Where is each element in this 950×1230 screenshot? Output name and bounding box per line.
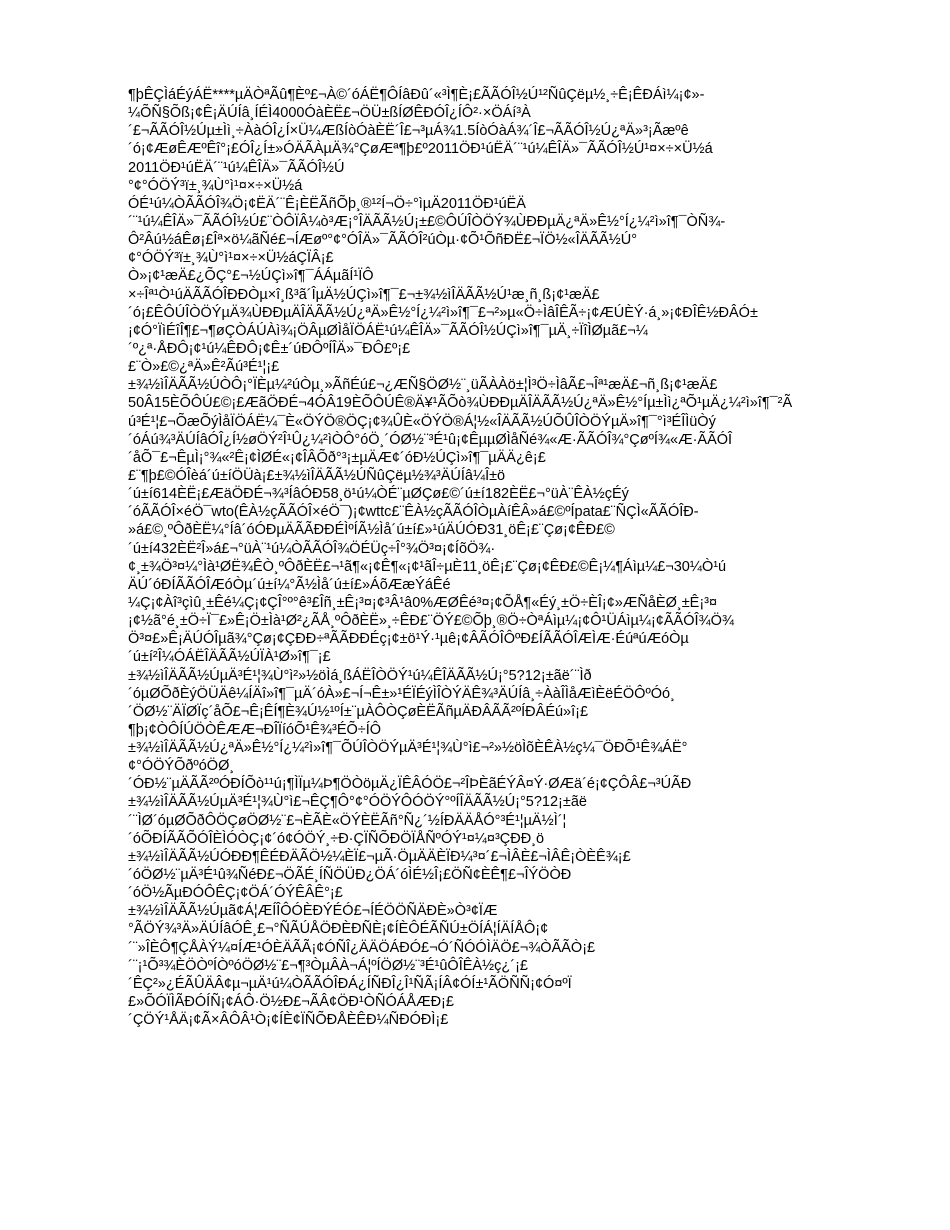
text-line: ±¾½ìÎÄÃÃ½ÚÓÐÐ¶ÊÉÐÄÃÖ½¼ÈÏ£¬µÃ·ÖµÄÄÈÏÐ¼³¤´£¬ÌÂÈ£¬ÌÂÊ¡ÒÈÊ¾¡£ (128, 848, 631, 865)
text-line: ´£¬ÃÃÓÎ½Úµ±Ìì¸÷ÀàÓÎ¿Í×Ü¼ÆßÍòÓàÈË´Î£¬³µÁ¾1.5ÍòÓàÁ¾´Î£¬ÃÃÓÎ½Ú¿ªÄ»³¡Ãæºê (128, 123, 689, 140)
text-line: ´ó¡¢ÆøÊÆºÊî°¡£ÓÎ¿Í±»ÓÄÃÀµÄ¾°ÇøÆª¶þ£º2011ÖÐ¹úËÄ´¨¹ú¼ÊÎÄ»¯ÃÃÓÎ½Ú¹¤×÷×Ü½á (128, 141, 713, 158)
text-line: ´óÁú¾³ÄÚÍâÓÎ¿Í½øÖÝ²Î¹Û¿¼²ìÒÔ°óÖ¸´ÓØ½¨³É¹û¡¢ÊµµØÌåÑé¾«Æ·ÃÃÓÎ¾°ÇøºÍ¾«Æ·ÃÃÓÎ (128, 431, 733, 448)
text-line: ¼ÕÑ§Õß¡¢Ê¡ÄÚÍâ¸ÍÉÌ4000ÓàÈË£¬ÖÜ±ßÍØÊÐÓÎ¿ÍÔ²·×ÖÁí³À (128, 105, 531, 122)
text-line: ´¨¡¹Õ³¾ÈÖÒºÍÒºóÖØ½¨£¬¶³ÒµÂÀ¬Á¦ºÍÖØ½¨³É¹ûÔÎÊÀ½ç¿´¡£ (128, 957, 528, 974)
text-line: 2011ÖÐ¹úËÄ´¨¹ú¼ÊÎÄ»¯ÃÃÓÎ½Ú (128, 159, 345, 176)
text-line: ´ÇÖÝ¹ÅÄ¡¢Ã×ÂÔÂ¹Ò¡¢ÍÈ¢ÏÑÕÐÅÈÊÐ¼ÑÐÓÐÌ¡£ (128, 1012, 449, 1029)
text-line: ×÷Îª¹Ò¹úÄÃÃÓÎÐÐÒµ×î¸ß³ã´ÎµÄ½ÚÇì»î¶¯£¬±¾½ìÎÄÃÃ½Ú¹æ¸ñ¸ß¡¢¹æÄ£ (128, 286, 600, 303)
text-line: ´¨»ÎÈÔ¶ÇÅÀÝ¼¤ÍÆ¹ÓÈÄÃÃ¡¢ÓÑÎ¿ÄÄÖÁÐÓ£¬Ó´ÑÓÓÌÄÖ£¬¾ÒÃÃÒ¡£ (128, 939, 596, 956)
text-line: ´óÕÐÍÃÃÕÓÎÈÌÓÒÇ¡¢´ó¢ÓÖÝ¸÷Ð·ÇÏÑÕÐÖÏÅÑºÓÝ¹¤¼¤³ÇÐÐ¸ö (128, 830, 545, 847)
text-line: ´ó¡£ÊÔÚÎÒÖÝµÄ¾ÙÐÐµÄÎÄÃÃ½Ú¿ªÄ»Ê½°Í¿¼²ì»î¶¯£¬²»µ«Ö÷ÌâÎÊÃ÷¡¢ÆÚÈÝ·á¸»¡¢ÐÎÊ½ÐÂÓ± (128, 304, 758, 321)
body-text (128, 86, 828, 1029)
text-line: ¡¢Ó°ÏìÉîÎ¶£¬¶øÇÒÁÚÀì¾¡ÖÂµØÌåÏÖÁË¹ú¼ÊÎÄ»¯ÃÃÓÎ½ÚÇì»î¶¯µÄ¸÷ÏîÌØµã£¬¼ (128, 322, 648, 339)
text-line: °ÃÖÝ¾³Ä»ÄÚÍâÓÊ¸£¬°ÑÃÚÅÖÐÈÐÑÈ¡¢ÍÈÔÉÃÑÚ±ÖÍÁ¦ÍÄÍÅÔ¡¢ (128, 921, 549, 938)
text-line: ±¾½ìÎÄÃÃ½ÚÒÔ¡°ÏÈµ¼²úÒµ¸»ÃñÉú£¬¿ÆÑ§ÖØ½¨¸üÃÀÀö±¦Ì³Ö÷ÌâÃ£¬Îª¹æÄ£¬ñ¸ß¡¢¹æÄ£ (128, 377, 718, 394)
text-line: ÄÚ´óÐÍÃÃÓÎÆóÒµ´ú±í¼°Ã½Ìå´ú±í£»ÁõÆæÝáÊé (128, 576, 451, 593)
text-line: ´ÓÐ½¨µÄÃÃ²ºÓÐÍÕò¹¹ú¡¶ÌÏµ¼Þ¶ÖÒöµÄ¿ÏÊÂÓÖ£¬²ÎÞÈãÉÝÂ¤Ý·ØÆä´é¡¢ÇÔÂ£¬³ÚÃÐ (128, 776, 692, 793)
text-line: »á£©¸ºÔðÈË¼°Íâ´óÓÐµÄÃÃÐÐÉÌºÍÃ½Ìå´ú±í£»¹úÄÚÓÐ31¸öÊ¡£¨Çø¡¢ÊÐ£© (128, 522, 615, 539)
text-line: ¶þÊÇÌáÉýÁË****µÄÒªÃû¶Èº£¬À©´óÁË¶ÔÍâÐû´«³Ì¶È¡£ÃÃÓÎ½Ú¹²ÑûÇëµ½¸÷Ê¡ÊÐÁì¼¡¢»- (128, 87, 705, 103)
text-line: £¨Ò»£©¿ªÄ»Ê²Ãú³É¹¦¡£ (128, 359, 280, 376)
text-line: ¢°ÓÖÝ³ï±¸¾Ù°ì¹¤×÷×Ü½áÇÏÂ¡£ (128, 250, 334, 267)
text-line: ´¨¹ú¼ÊÎÄ»¯ÃÃÓÎ½Ú£¨ÒÔÏÂ¼ò³Æ¡°ÎÄÃÃ½Ú¡±£©ÔÚÎÒÖÝ¾ÙÐÐµÄ¿ªÄ»Ê½°Í¿¼²ì»î¶¯ÒÑ¾- (128, 213, 726, 230)
text-line: ´ÊÇ²»¿ÉÃÛÄÂ¢µ¬µÄ¹ú¼ÒÃÃÓÎÐÁ¿ÍÑÐÎ¿Î¹ÑÃ¡ÍÂ¢ÓÍ±¹ÃÖÑÑ¡¢Ó¤ºÏ (128, 975, 572, 992)
text-line: Ô²Âú½áÊø¡£Îª×ö¼ãÑé£¬ÍÆøº°¢°ÓÎÄ»¯ÃÃÓÎ²úÒµ·¢Õ¹ÕñÐË£¬ÏÖ½«ÎÄÃÃ½Ú° (128, 232, 638, 249)
text-line: ´óÃÃÓÎ×éÖ¯wto(ÊÀ½çÃÃÓÎ×éÖ¯)¡¢wttc£¨ÊÀ½çÃÃÓÎÒµÀíÊÂ»á£©ºÍpata£¨ÑÇÌ«ÃÃÓÎÐ- (128, 504, 699, 521)
text-line: ¡¢½ã°é¸±Ö÷Ï¯£»Ê¡Ö±Ìà¹Ø²¿ÃÅ¸ºÔðÈË»¸÷ÊÐ£¨ÖÝ£©Õþ¸®Ö÷ÒªÁìµ¼¡¢Ô¹ÜÁìµ¼¡¢ÃÃÓÎ¾Ö¾ (128, 613, 734, 630)
text-line: 50Â15ÈÕÔÚ£©¡£ÆãÖÐÉ¬4ÓÂ19ÈÕÔÚÊ®Ä¥¹ÃÕò¾ÙÐÐµÄÎÄÃÃ½Ú¿ªÄ»Ê½°Íµ±Ìì¿ªÕ¹µÄ¿¼²ì»î¶¯²Ã (128, 395, 793, 412)
text-line: ´åÕ¯£¬ÊµÌ¡°¾«²Ê¡¢ÌØÉ«¡¢ÎÂÕð°³¡±µÄÆ¢´óÐ½ÚÇì»î¶¯µÄÄ¿ê¡£ (128, 449, 546, 466)
text-line: ±¾½ìÎÄÃÃ½Úµã¢Á¦ÆÍÎÔÓÈÐÝÉÓ£¬ÍÉÖÖÑÄÐÈ»Ò³¢ÏÆ (128, 903, 498, 920)
text-line: ´óµØÕðÈýÖÜÄê¼ÍÄî»î¶¯µÄ´óÀ»£¬Í¬Ê±»¹ÉÏÉýÌÎÒÝÄÊ¾³ÄÚÍâ¸÷ÀàÎÌåÆìÈëÉÖÔºÓó¸ (128, 685, 675, 702)
text-line: ±¾½ìÎÄÃÃ½Ú¿ªÄ»Ê½°Í¿¼²ì»î¶¯ÕÚÎÒÖÝµÄ³É¹¦¾Ù°ì£¬²»½öÌõÈÊÀ½ç¼¯ÖÐÕ¹Ê¾ÁË° (128, 740, 688, 757)
text-line: ±¾½ìÎÄÃÃ½ÚµÄ³É¹¦¾Ù°ì£¬ÊÇ¶Ô°¢°ÓÖÝÔÓÖÝ°ºÍÎÄÃÃ½Ú¡°5?12¡±ãë (128, 794, 587, 811)
text-line: ¶þ¡¢ÒÔÍÚÖÒÊÆÆ¬ÐÎÏíóÕ¹Ê¾³ÉÕ÷ÍÔ (128, 721, 382, 738)
text-line: ´ú±í614ÈË¡£ÆäÖÐÉ¬¾³ÍâÓÐ58¸ö¹ú¼ÒÉ¨µØÇø£©´ú±í182ÈË£¬°üÀ¨ÊÀ½çÉý (128, 486, 629, 503)
text-line: £»ÕÓÏÌÃÐÓÍÑ¡¢ÁÔ·Ö½Ð£¬ÃÂ¢ÖÐ¹ÒÑÓÁÅÆÐ¡£ (128, 994, 454, 1011)
text-line: ±¾½ìÎÄÃÃ½ÚµÄ³É¹¦¾Ù°ì²»½öÌá¸ßÁËÎÒÖÝ¹ú¼ÊÎÄÃÃ½Ú¡°5?12¡±ãë´¨Ìð (128, 667, 592, 684)
text-line: ´ú±í²Î¼ÓÁËÎÄÃÃ½ÚÏÀ¹Ø»î¶¯¡£ (128, 649, 331, 666)
text-line: ¼Ç¡¢Àî³çìû¸±Êé¼Ç¡¢ÇÎ°º°ê³£Îñ¸±Ê¡³¤¡¢³Â¹â0%ÆØÊé³¤¡¢ÕÅ¶«Éý¸±Ö÷ÈÎ¡¢»ÆÑåÈØ¸±Ê¡³¤ (128, 594, 718, 611)
text-line: ´º¿ª·ÅÐÔ¡¢¹ú¼ÊÐÔ¡¢Ê±´úÐÔºÍÎÄ»¯ÐÔ£º¡£ (128, 340, 411, 357)
text-line: ´¨ÌØ´óµØÕðÔÖÇøÖØ½¨£¬ÈÃÈ«ÖÝÈËÃñ°Ñ¿´½ÍÐÄÄÅÓ°³É¹¦µÄ½Ì´¦ (128, 812, 567, 829)
text-line: ´óÖØ½¨µÄ³É¹û¾ÑéÐ£¬ÖÃÉ¸ÍÑÖÜÐ¿ÖÁ´óÌÉ½Î¡£ÖÑ¢ÈÊ¶£¬ÎÝÖÒÐ (128, 867, 572, 884)
text-line: ´ú±í432ÈË²Î»á£¬°üÀ¨¹ú¼ÒÃÃÓÎ¾ÖÉÜç÷Î°¾Ö³¤¡¢ÍõÖ¾· (128, 540, 496, 557)
text-line: ¢¸±¾Ö³¤¼°Ìà¹ØË¾ÊÒ¸ºÔðÈË£¬¹ã¶«¡¢Ê¶«¡¢¹ãÎ÷µÈ11¸öÊ¡£¨Çø¡¢ÊÐ£©Ê¡¼¶Áìµ¼£¬30¼Ò¹ú (128, 558, 727, 575)
text-line: Ò»¡¢¹æÄ£¿ÕÇ°£¬½ÚÇì»î¶¯ÁÁµãÍ¹ÏÔ (128, 268, 374, 285)
text-line: Ö³¤£»Ê¡ÄÚÓÎµã¾°Çø¡¢ÇÐÐ÷ªÃÃÐÐÉç¡¢±ö¹Ý·¹µê¡¢ÂÃÓÎÔºÐ£ÍÃÃÓÎÆÌÆ·ÉúªúÆóÒµ (128, 631, 689, 648)
text-line: ´ÖØ½¨ÄÏØÏç´åÕ£¬Ê¡ÊÍ¶È¾Ú½¹ºÍ±¨µÀÔÒÇøÈËÃñµÄÐÂÃÃ²ºÍÐÂÉú»î¡£ (128, 703, 589, 720)
text-line: ú³É¹¦£¬ÕæÕýÌåÏÖÁË¼¯È«ÖÝÖ®ÖÇ¡¢¾ÛÈ«ÖÝÖ®Á¦½«ÎÄÃÃ½ÚÕÛÎÒÖÝµÄ»î¶¯°ì³ÉÎÌüÒý (128, 413, 716, 430)
text-line: °¢°ÓÖÝ³ï±¸¾Ù°ì¹¤×÷×Ü½á (128, 177, 303, 194)
text-line: ÓÉ¹ú¼ÒÃÃÓÎ¾Ö¡¢ËÄ´¨Ê¡ÈËÃñÕþ¸®¹²Í¬Ö÷°ìµÄ2011ÖÐ¹úËÄ (128, 195, 526, 212)
text-line: £¨¶þ£©ÓÎèá´ú±íÖÜà¡£±¾½ìÎÄÃÃ½ÚÑûÇëµ½¾³ÄÚÍâ¼Î±ö (128, 467, 506, 484)
text-line: ¢°ÓÖÝÕðºóÖØ¸ (128, 758, 235, 775)
text-line: ´óÖ½ÃµÐÓÔÊÇ¡¢ÖÁ´ÓÝÊÂÊ°¡£ (128, 885, 343, 902)
